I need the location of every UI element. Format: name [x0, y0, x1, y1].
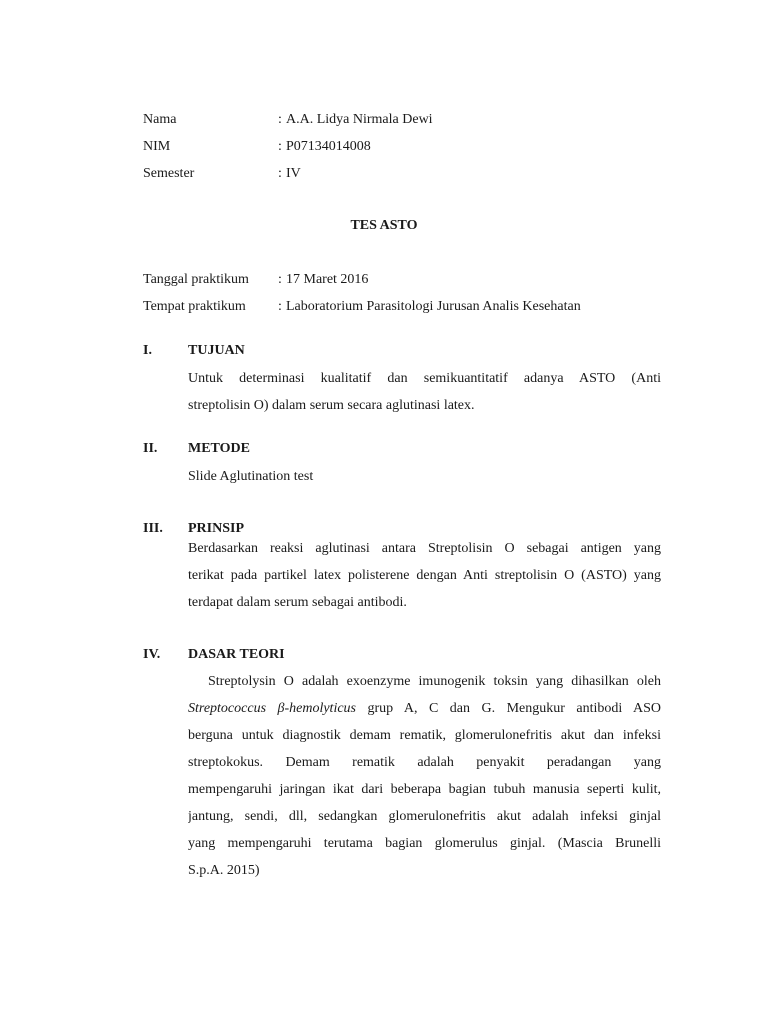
- paragraph-line: jantung, sendi, dll, sedangkan glomerulonefritis akut adalah infeksi ginjal: [188, 809, 661, 824]
- paragraph-line: Untuk determinasi kualitatif dan semikuantitatif adanya ASTO (Anti: [188, 371, 661, 386]
- section-body-tujuan: [188, 365, 661, 419]
- info-separator: :: [278, 139, 282, 154]
- info-separator: :: [278, 112, 282, 127]
- info-row-nim: [143, 137, 371, 157]
- info-value: P07134014008: [286, 139, 371, 154]
- section-heading-tujuan: [143, 341, 245, 361]
- info-value: IV: [286, 166, 301, 181]
- info-label: Tanggal praktikum: [143, 272, 249, 287]
- info-value: Laboratorium Parasitologi Jurusan Analis Kesehatan: [286, 299, 581, 314]
- section-heading-metode: [143, 439, 250, 459]
- info-label: Semester: [143, 166, 195, 181]
- info-label: Tempat praktikum: [143, 299, 246, 314]
- info-value: A.A. Lidya Nirmala Dewi: [286, 112, 433, 127]
- document-title: TES ASTO: [350, 218, 418, 233]
- info-value: 17 Maret 2016: [286, 272, 369, 287]
- paragraph-line: streptolisin O) dalam serum secara aglutinasi latex.: [188, 398, 475, 413]
- paragraph-line: Berdasarkan reaksi aglutinasi antara Streptolisin O sebagai antigen yang: [188, 541, 661, 556]
- info-separator: :: [278, 299, 282, 314]
- paragraph-text: grup A, C dan G. Mengukur antibodi ASO: [356, 701, 661, 716]
- section-number: III.: [143, 521, 163, 536]
- info-label: Nama: [143, 112, 177, 127]
- paragraph-line: [188, 695, 661, 722]
- section-title: TUJUAN: [188, 343, 245, 358]
- section-number: IV.: [143, 647, 161, 662]
- paragraph-line: mempengaruhi jaringan ikat dari beberapa bagian tubuh manusia seperti kulit,: [188, 782, 661, 797]
- section-body-prinsip: [188, 535, 661, 616]
- section-number: I.: [143, 343, 152, 358]
- section-body-metode: [188, 463, 661, 490]
- section-title: METODE: [188, 441, 250, 456]
- paragraph-line: terikat pada partikel latex polisterene dengan Anti streptolisin O (ASTO) yang: [188, 568, 661, 583]
- paragraph-line: terdapat dalam serum sebagai antibodi.: [188, 595, 407, 610]
- section-heading-dasar-teori: [143, 645, 285, 665]
- info-row-semester: [143, 164, 301, 184]
- info-separator: :: [278, 272, 282, 287]
- paragraph-line: yang mempengaruhi terutama bagian glomerulus ginjal. (Mascia Brunelli: [188, 836, 661, 851]
- paragraph-line: streptokokus. Demam rematik adalah penyakit peradangan yang: [188, 755, 661, 770]
- species-name: Streptococcus β-hemolyticus: [188, 701, 357, 716]
- info-label: NIM: [143, 139, 171, 154]
- paragraph-line: Streptolysin O adalah exoenzyme imunogenik toksin yang dihasilkan oleh: [208, 674, 661, 689]
- section-body-dasar-teori: [188, 668, 661, 884]
- info-row-tempat: [143, 297, 581, 317]
- info-row-tanggal: [143, 270, 368, 290]
- section-title: DASAR TEORI: [188, 647, 285, 662]
- section-number: II.: [143, 441, 158, 456]
- section-title: PRINSIP: [188, 521, 245, 536]
- paragraph-line: berguna untuk diagnostik demam rematik, glomerulonefritis akut dan infeksi: [188, 728, 661, 743]
- info-separator: :: [278, 166, 282, 181]
- paragraph-line: S.p.A. 2015): [188, 863, 260, 878]
- paragraph-line: Slide Aglutination test: [188, 469, 314, 484]
- info-row-nama: [143, 110, 433, 130]
